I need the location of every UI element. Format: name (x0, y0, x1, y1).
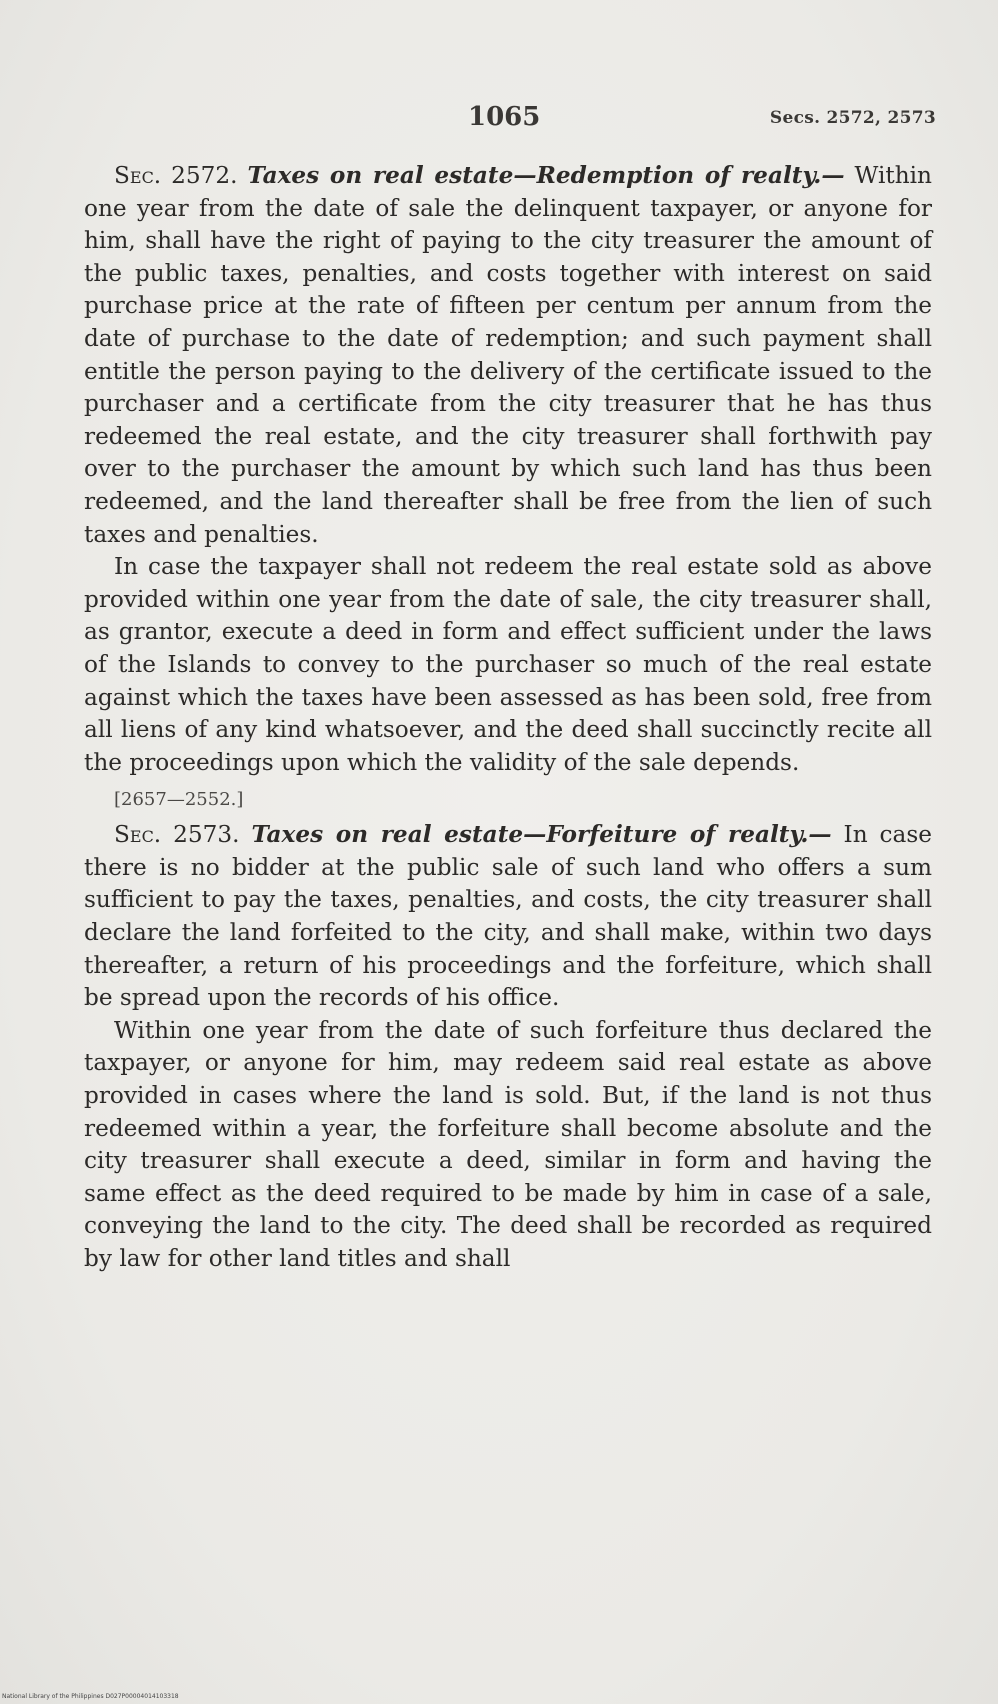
section-2573-paragraph-2: Within one year from the date of such forfeiture thus declared the taxpayer, or anyone for him, may redeem said real estate as above provided in cases where the land is sold. But, if the land is not thus redeemed within a year, the forfeiture shall become absolute and the city treasurer shall execute a deed, similar in form and having the same effect as the deed required to be made by him in case of a sale, conveying the land to the city. The deed shall be recorded as required by law for other land titles and shall (84, 1016, 932, 1272)
body-text (84, 160, 932, 1276)
page-header (0, 102, 998, 142)
section-2573-title: Taxes on real estate—Forfeiture of realty.— (251, 821, 832, 849)
section-2573-text-1: In case there is no bidder at the public sale of such land who offers a sum sufficient to pay the taxes, penalties, and costs, the city treasurer shall declare the land forfeited to the city, and shall make, within two days thereafter, a return of his proceedings and the forfeiture, which shall be spread upon the records of his office. (84, 821, 932, 1012)
section-2573-label: Sec. 2573. (114, 821, 240, 849)
section-2572-paragraph-2: In case the taxpayer shall not redeem the real estate sold as above provided within one year from the date of sale, the city treasurer shall, as grantor, execute a deed in form and effect sufficient under the laws of the Islands to convey to the purchaser so much of the real estate against which the taxes have been assessed as has been sold, free from all liens of any kind whatsoever, and the deed shall succinctly recite all the proceedings upon which the validity of the sale depends. (84, 553, 932, 776)
scan-footer: National Library of the Philippines D027P00004014103318 (2, 1693, 179, 1700)
section-2572-label: Sec. 2572. (114, 162, 238, 189)
page-number: 1065 (468, 102, 541, 132)
section-2572-citation: [2657—2552.] (114, 789, 244, 811)
section-2572-text-1: Within one year from the date of sale the delinquent taxpayer, or anyone for him, shall have the right of paying to the city treasurer the amount of the public taxes, penalties, and costs together with interest on said purchase price at the rate of fifteen per centum per annum from the date of purchase to the date of redemption; and such payment shall entitle the person paying to the delivery of the certificate issued to the purchaser and a certificate from the city treasurer that he has thus redeemed the real estate, and the city treasurer shall forthwith pay over to the purchaser the amount by which such land has thus been redeemed, and the land thereafter shall be free from the lien of such taxes and penalties. (84, 162, 932, 548)
running-head: Secs. 2572, 2573 (769, 108, 936, 128)
section-2572-paragraph-1 (84, 160, 932, 551)
section-2573-paragraph-1 (84, 819, 932, 1015)
section-2572-title: Taxes on real estate—Redemption of realty.— (247, 162, 845, 189)
